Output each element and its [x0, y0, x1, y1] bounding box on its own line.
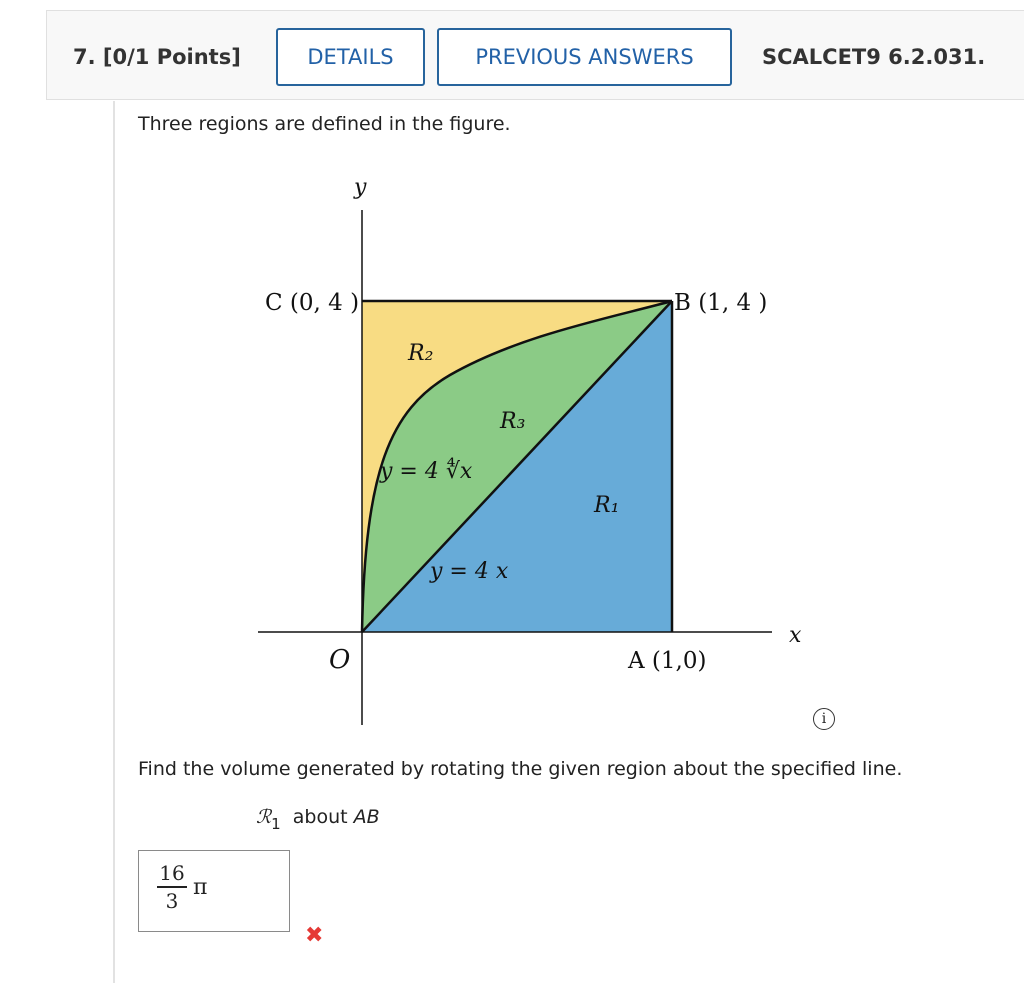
- region-r2-label: R₂: [408, 341, 434, 366]
- y-axis-label: y: [354, 175, 367, 200]
- point-b-label: B (1, 4 ): [674, 290, 768, 316]
- previous-answers-button[interactable]: PREVIOUS ANSWERS: [437, 28, 732, 86]
- x-axis-label: x: [789, 623, 802, 648]
- answer-pi: π: [193, 875, 208, 900]
- curve-equation-label: y = 4 ∜x: [380, 459, 473, 484]
- point-a-label: A (1,0): [628, 648, 707, 674]
- intro-text: Three regions are defined in the figure.: [138, 113, 511, 135]
- about-text: about: [292, 806, 348, 828]
- region-specification: [256, 806, 380, 833]
- answer-numerator: 16: [159, 861, 185, 885]
- question-index: 7.: [73, 45, 96, 69]
- info-icon[interactable]: i: [813, 708, 835, 730]
- region-r1-label: R₁: [594, 493, 620, 518]
- region-subscript: 1: [271, 815, 281, 833]
- incorrect-icon: ✖: [305, 923, 324, 948]
- point-c-label: C (0, 4 ): [265, 290, 360, 316]
- line-equation-label: y = 4 x: [430, 559, 509, 584]
- prompt-text: Find the volume generated by rotating the given region about the specified line.: [138, 758, 903, 780]
- script-r-symbol: ℛ: [256, 806, 272, 828]
- region-r3-label: R₃: [500, 409, 526, 434]
- fraction-bar: [157, 886, 187, 888]
- origin-label: O: [329, 645, 351, 675]
- answer-input[interactable]: [138, 850, 290, 932]
- question-points: [0/1 Points]: [102, 45, 241, 69]
- answer-denominator: 3: [165, 888, 179, 913]
- axis-name: AB: [353, 806, 380, 828]
- question-source: SCALCET9 6.2.031.: [762, 45, 986, 69]
- details-button[interactable]: DETAILS: [276, 28, 425, 86]
- answer-fraction: [157, 861, 187, 913]
